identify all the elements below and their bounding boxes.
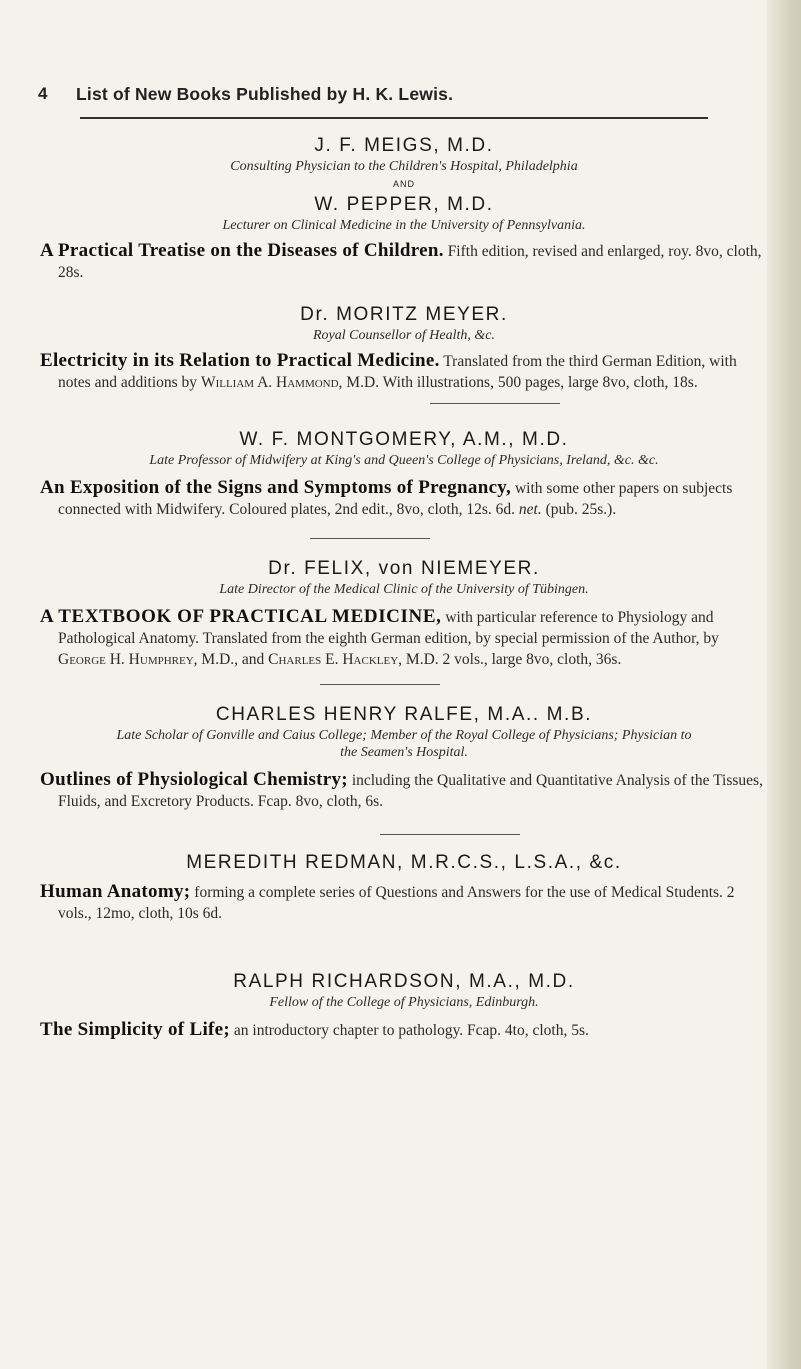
book-entry-richardson (40, 970, 768, 1041)
book-details: , M.D., and (193, 651, 269, 668)
header-rule (80, 117, 708, 119)
book-details: , M.D. 2 vols., large 8vo, cloth, 36s. (398, 651, 622, 668)
book-title: Electricity in its Relation to Practical Medicine. (40, 350, 440, 371)
book-description (40, 240, 768, 283)
author-affiliation: Lecturer on Clinical Medicine in the University of Pennsylvania. (222, 218, 586, 233)
book-list (40, 126, 768, 1041)
translator-name: George H. Humphrey (58, 651, 194, 668)
author-affiliation: Consulting Physician to the Children's Hospital, Philadelphia (230, 159, 578, 174)
price-net: net. (518, 501, 542, 518)
section-rule (430, 403, 560, 404)
book-description (40, 350, 768, 393)
author-name: CHARLES HENRY RALFE, M.A.. M.B. (215, 704, 593, 725)
book-details: Fifth edition, revised and enlarged, roy. 8vo, cloth, 28s. (58, 243, 762, 281)
author-name: Dr. FELIX, von NIEMEYER. (268, 558, 540, 579)
author-name: W. F. MONTGOMERY, A.M., M.D. (239, 429, 569, 450)
author-name: W. PEPPER, M.D. (314, 194, 494, 215)
translator-name: William A. Hammond, M.D. (200, 374, 380, 391)
author-name: Dr. MORITZ MEYER. (300, 304, 508, 325)
book-description (40, 477, 768, 520)
book-entry-meyer (40, 303, 768, 404)
book-details: (pub. 25s.). (541, 501, 617, 518)
section-rule (310, 538, 430, 539)
author-affiliation: Late Director of the Medical Clinic of the University of Tübingen. (219, 582, 589, 597)
book-details: Translated from the third German Edition, with notes and additions by (58, 353, 737, 391)
author-affiliation: Late Professor of Midwifery at King's and Queen's College of Physicians, Ireland, &c. &c. (149, 453, 659, 468)
page-number: 4 (38, 84, 48, 103)
running-head: List of New Books Published by H. K. Lewis. (76, 84, 454, 104)
book-description (40, 881, 768, 924)
page-edge (767, 0, 801, 1369)
book-entry-meigs-pepper (40, 134, 768, 283)
book-title: Human Anatomy; (40, 881, 191, 902)
book-description (40, 769, 768, 812)
book-details: forming a complete series of Questions and Answers for the use of Medical Students. 2 vols., 12mo, cloth, 10s 6d. (58, 884, 735, 922)
book-entry-niemeyer (40, 557, 768, 685)
book-details: an introductory chapter to pathology. Fcap. 4to, cloth, 5s. (233, 1022, 589, 1039)
book-description (40, 1019, 768, 1041)
author-affiliation: Fellow of the College of Physicians, Edinburgh. (269, 995, 539, 1010)
author-name: MEREDITH REDMAN, M.R.C.S., L.S.A., &c. (186, 852, 622, 873)
book-title: A TEXTBOOK OF PRACTICAL MEDICINE, (40, 606, 442, 627)
book-details: including the Qualitative and Quantitative Analysis of the Tissues, Fluids, and Excretory Products. Fcap. 8vo, cloth, 6s. (58, 772, 763, 810)
author-name: RALPH RICHARDSON, M.A., M.D. (233, 971, 575, 992)
book-entry-montgomery (40, 428, 768, 539)
book-title: The Simplicity of Life; (40, 1019, 231, 1040)
translator-name: Charles E. Hackley (268, 651, 399, 668)
and-separator: AND (392, 179, 415, 189)
section-rule (320, 684, 440, 685)
book-details: With illustrations, 500 pages, large 8vo, cloth, 18s. (379, 374, 698, 391)
author-affiliation: Royal Counsellor of Health, &c. (313, 328, 495, 343)
section-rule (380, 834, 520, 835)
book-details: with particular reference to Physiology and Pathological Anatomy. Translated from the eighth German edition, by special permission of the Author, by (58, 609, 719, 647)
book-description (40, 606, 768, 670)
book-title: An Exposition of the Signs and Symptoms of Pregnancy, (40, 477, 512, 498)
author-name: J. F. MEIGS, M.D. (314, 135, 494, 156)
author-affiliation: Late Scholar of Gonville and Caius College; Member of the Royal College of Physicians; Physician to the Seamen's Hospital. (116, 728, 692, 760)
book-entry-ralfe (40, 703, 768, 835)
book-title: Outlines of Physiological Chemistry; (40, 769, 348, 790)
book-entry-redman (40, 851, 768, 924)
book-title: A Practical Treatise on the Diseases of Children. (40, 240, 444, 261)
book-details: with some other papers on subjects connected with Midwifery. Coloured plates, 2nd edit., 8vo, cloth, 12s. 6d. (58, 480, 733, 518)
